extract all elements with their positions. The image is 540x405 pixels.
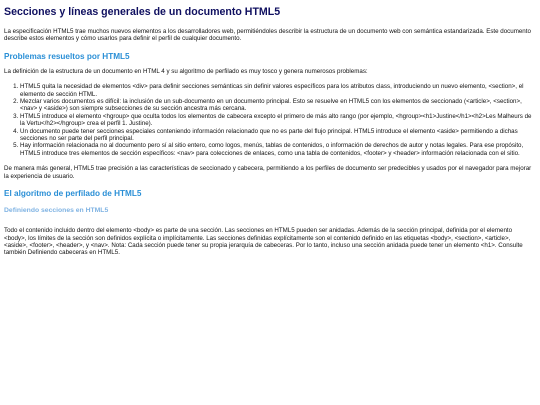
list-item: 1. HTML5 quita la necesidad de elementos <div> para definir secciones semánticas sin definir valores específicos para los atributos class, introduciendo un nuevo elemento, <section>, el elemento de sección HTML. — [20, 83, 532, 98]
list-item: 4. Un documento puede tener secciones especiales conteniendo información relacionado que no es parte del flujo principal. HTML5 introduce el elemento <aside> permitiendo a dichas secciones no ser parte del perfil principal. — [20, 128, 532, 143]
list-item: 5. Hay información relacionada no al documento pero sí al sitio entero, como logos, menús, tablas de contenidos, o información de derechos de autor y notas legales. Para ese propósito, HTML5 introduce tres elementos de sección específicos: <nav> para colecciones de enlaces, como una tabla de contenidos, <footer> y <header> información relacionada con el sitio. — [20, 142, 532, 157]
list-item: 2. Mezclar varios documentos es difícil: la inclusión de un sub-documento en un documento principal. Esto se resuelve en HTML5 con los elementos de seccionado (<article>, <section>, <nav> y <aside>) son siempre subsecciones de su sección ancestra más cercana. — [20, 98, 532, 113]
defining-sections-paragraph: Todo el contenido incluido dentro del elemento <body> es parte de una sección. Las secciones en HTML5 pueden ser anidadas. Además de la sección principal, definida por el elemento <body>, los límites de la sección son definidos explícita o implícitamente. Las secciones definidas explícitamente son el contenido definido en las etiquetas <body>, <section>, <article>, <aside>, <footer>, <header>, y <nav>. Nota: Cada sección puede tener su propia jerarquía de cabeceras. Por lo tanto, incluso una sección anidada puede tener un elemento <h1>. Consulte también Definiendo cabeceras en HTML5. — [4, 227, 523, 257]
page-title: Secciones y líneas generales de un documento HTML5 — [4, 6, 281, 18]
section-heading-algorithm: El algoritmo de perfilado de HTML5 — [4, 189, 142, 199]
section-heading-problems: Problemas resueltos por HTML5 — [4, 51, 130, 61]
intro-paragraph: La especificación HTML5 trae muchos nuevos elementos a los desarrolladores web, permitiéndoles describir la estructura de un documento web con semántica estandarizada. Este documento describe estos elementos y cómo usarlos para definir el perfil de cualquier documento. — [4, 28, 531, 43]
problems-lead-paragraph: La definición de la estructura de un documento en HTML 4 y su algoritmo de perfilado es muy tosco y genera numerosos problemas: — [4, 67, 368, 75]
subsection-heading-defining-sections: Definiendo secciones en HTML5 — [4, 207, 109, 215]
problems-list — [4, 83, 532, 157]
problems-closing-paragraph: De manera más general, HTML5 trae precisión a las características de seccionado y cabecera, permitiendo a los perfiles de documento ser predecibles y usados por el navegador para mejorar la experiencia de usuario. — [4, 165, 532, 180]
list-item: 3. HTML5 introduce el elemento <hgroup> que oculta todos los elementos de cabecera excepto el primero de más alto rango (por ejemplo, <hgroup><h1>Justine</h1><h2>Les Malheurs de la Vertu</h2></hgroup> crea el perfil 1. Justine). — [20, 113, 532, 128]
